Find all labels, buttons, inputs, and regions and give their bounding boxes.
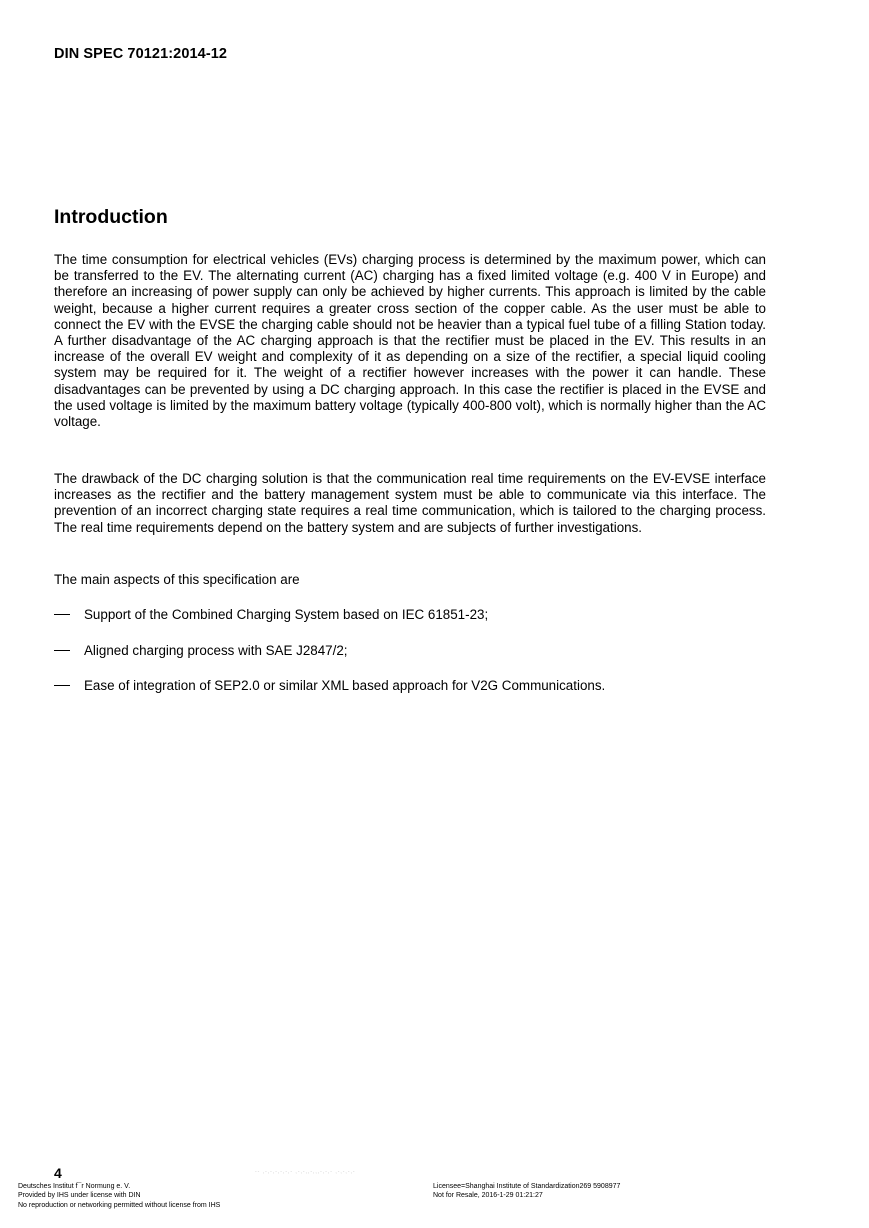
footer-watermark-text: -- ,-,-,-,-,-,- ,-,-,,-,,,-,-,- ,-,-,-,- — [255, 1169, 356, 1175]
intro-paragraph-2: The drawback of the DC charging solution is that the communication real time requirements on the EV-EVSE interface increases as the rectifier and the battery management system must be able to communicate via this interface. The prevention of an incorrect charging state requires a real time communication, which is tailored to the charging process. The real time requirements depend on the battery system and are subjects of further investigations. — [54, 471, 766, 535]
footer-left-line: Provided by IHS under license with DIN — [18, 1192, 141, 1200]
footer-left-line: No reproduction or networking permitted without license from IHS — [18, 1201, 221, 1209]
dash-bullet-icon — [54, 614, 70, 615]
list-item-text: Aligned charging process with SAE J2847/2; — [84, 643, 348, 658]
footer-left-line: Deutsches Institut f¯r Normung e. V. — [18, 1183, 131, 1190]
footer-provider-info — [18, 1182, 220, 1210]
list-item — [54, 607, 766, 623]
footer-license-info — [433, 1182, 620, 1201]
page-number: 4 — [54, 1165, 62, 1181]
list-item — [54, 678, 766, 694]
footer-right-line: Not for Resale, 2016-1-29 01:21:27 — [433, 1192, 543, 1200]
list-item-text: Support of the Combined Charging System based on IEC 61851-23; — [84, 607, 489, 622]
document-id: DIN SPEC 70121:2014-12 — [54, 46, 228, 62]
dash-bullet-icon — [54, 685, 70, 686]
intro-paragraph-3: The main aspects of this specification are — [54, 572, 300, 587]
dash-bullet-icon — [54, 650, 70, 651]
section-title: Introduction — [54, 206, 168, 228]
intro-paragraph-1: The time consumption for electrical vehicles (EVs) charging process is determined by the maximum power, which can be transferred to the EV. The alternating current (AC) charging has a fixed limited voltage (e.g. 400 V in Europe) and therefore an increasing of power supply can only be achieved by higher currents. This approach is limited by the cable weight, because a higher current requires a greater cross section of the copper cable. As the user must be able to connect the EV with the EVSE the charging cable should not be heavier than a typical fuel tube of a filling Station today. A further disadvantage of the AC charging approach is that the rectifier must be placed in the EV. This results in an increase of the overall EV weight and complexity of it as depending on a size of the rectifier, a special liquid cooling system may be required for it. The weight of a rectifier however increases with the power it can handle. These disadvantages can be prevented by using a DC charging approach. In this case the rectifier is placed in the EVSE and the used voltage is limited by the maximum battery voltage (typically 400-800 volt), which is normally higher than the AC voltage. — [54, 252, 766, 430]
list-item — [54, 643, 766, 659]
footer-right-line: Licensee=Shanghai Institute of Standardization269 5908977 — [433, 1183, 621, 1190]
list-item-text: Ease of integration of SEP2.0 or similar XML based approach for V2G Communications. — [84, 678, 606, 693]
